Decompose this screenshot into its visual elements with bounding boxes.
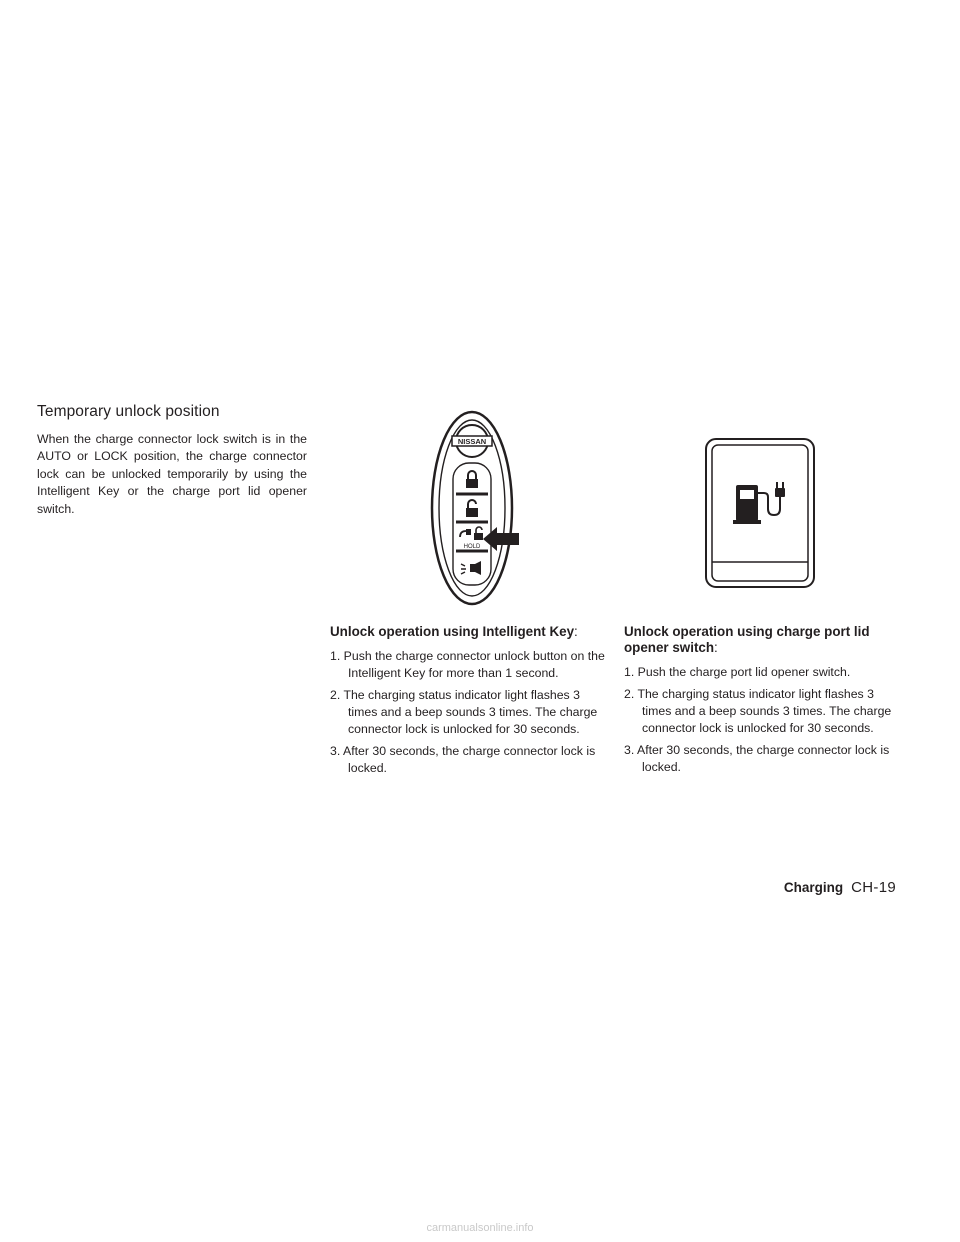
procedure-steps <box>624 664 898 776</box>
charge-port-lid-opener-switch-icon <box>704 437 816 589</box>
list-item: 1. Push the charge connector unlock button on the Intelligent Key for more than 1 second. <box>330 649 605 680</box>
procedure-intelligent-key <box>330 624 606 782</box>
list-item: 2. The charging status indicator light flashes 3 times and a beep sounds 3 times. The charge connector lock is unlocked for 30 seconds. <box>624 687 892 735</box>
section-title: Temporary unlock position <box>37 403 220 420</box>
watermark: carmanualsonline.info <box>426 1222 534 1234</box>
brand-label: NISSAN <box>457 437 487 446</box>
intro-paragraph: When the charge connector lock switch is in the AUTO or LOCK position, the charge connector lock can be unlocked temporarily by using the Intelligent Key or the charge port lid opener switch. <box>37 432 307 516</box>
procedure-title: Unlock operation using Intelligent Key: <box>330 624 578 639</box>
page-footer <box>784 879 896 896</box>
list-item: 3. After 30 seconds, the charge connector lock is locked. <box>624 743 890 774</box>
intelligent-key-icon <box>415 408 530 608</box>
list-item: 1. Push the charge port lid opener switch. <box>624 665 851 679</box>
procedure-title: Unlock operation using charge port lid opener switch: <box>624 624 870 655</box>
page-number: CH-19 <box>851 879 896 896</box>
list-item: 3. After 30 seconds, the charge connector lock is locked. <box>330 744 596 775</box>
procedure-lid-opener-switch <box>624 624 898 781</box>
list-item: 2. The charging status indicator light flashes 3 times and a beep sounds 3 times. The charge connector lock is unlocked for 30 seconds. <box>330 688 598 736</box>
procedure-steps <box>330 648 606 777</box>
hold-label: HOLD <box>463 544 481 550</box>
footer-section-name: Charging <box>783 880 844 895</box>
